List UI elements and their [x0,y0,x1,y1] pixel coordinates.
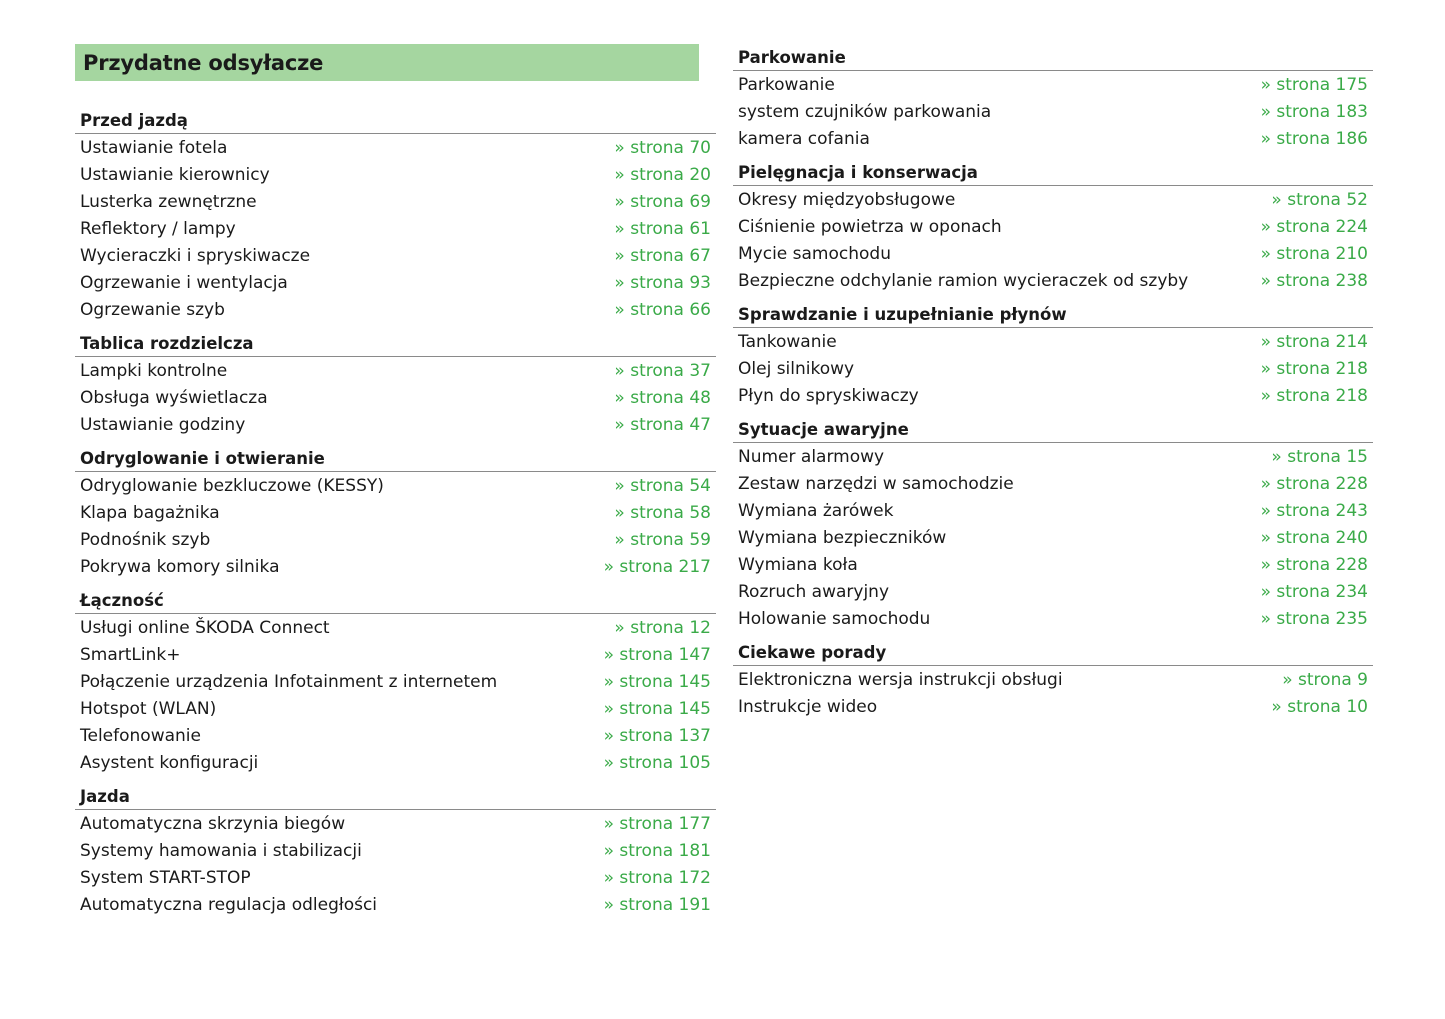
reference-row[interactable] [75,296,716,323]
reference-row[interactable] [733,186,1373,213]
page-reference-link[interactable]: » strona 217 [603,556,711,577]
reference-label: Ogrzewanie i wentylacja [80,272,288,293]
reference-label: Olej silnikowy [738,358,855,379]
page-reference-link[interactable]: » strona 228 [1260,554,1368,575]
reference-label: Wymiana bezpieczników [738,527,947,548]
page-reference-link[interactable]: » strona 172 [603,867,711,888]
section [733,418,1373,632]
page-reference-link[interactable]: » strona 66 [614,299,711,320]
section-header: Parkowanie [733,46,1373,71]
page-reference-link[interactable]: » strona 58 [614,502,711,523]
reference-label: Reflektory / lampy [80,218,236,239]
reference-label: Ustawianie kierownicy [80,164,270,185]
reference-label: Systemy hamowania i stabilizacji [80,840,362,861]
page-reference-link[interactable]: » strona 47 [614,414,711,435]
reference-row[interactable] [75,269,716,296]
section-header: Pielęgnacja i konserwacja [733,161,1373,186]
page-reference-link[interactable]: » strona 137 [603,725,711,746]
section [733,303,1373,409]
page-reference-link[interactable]: » strona 181 [603,840,711,861]
reference-row[interactable] [75,810,716,837]
reference-label: Ustawianie fotela [80,137,228,158]
reference-label: Podnośnik szyb [80,529,211,550]
section-header: Jazda [75,785,716,810]
reference-row[interactable] [733,355,1373,382]
reference-label: Ciśnienie powietrza w oponach [738,216,1002,237]
reference-label: Telefonowanie [80,725,201,746]
section-header: Tablica rozdzielcza [75,332,716,357]
page-reference-link[interactable]: » strona 59 [614,529,711,550]
reference-label: Mycie samochodu [738,243,891,264]
reference-label: Klapa bagażnika [80,502,220,523]
reference-label: Parkowanie [738,74,835,95]
reference-label: Zestaw narzędzi w samochodzie [738,473,1014,494]
reference-row[interactable] [75,215,716,242]
reference-label: Odryglowanie bezkluczowe (KESSY) [80,475,384,496]
reference-row[interactable] [75,695,716,722]
page-title: Przydatne odsyłacze [83,50,324,75]
reference-row[interactable] [733,693,1373,720]
page-reference-link[interactable]: » strona 238 [1260,270,1368,291]
reference-label: Lusterka zewnętrzne [80,191,257,212]
reference-row[interactable] [733,328,1373,355]
reference-row[interactable] [75,722,716,749]
page-reference-link[interactable]: » strona 52 [1271,189,1368,210]
page-reference-link[interactable]: » strona 61 [614,218,711,239]
reference-label: System START-STOP [80,867,251,888]
reference-row[interactable] [733,443,1373,470]
page-reference-link[interactable]: » strona 67 [614,245,711,266]
reference-row[interactable] [733,240,1373,267]
reference-label: Usługi online ŠKODA Connect [80,617,330,638]
section-header: Sprawdzanie i uzupełnianie płynów [733,303,1373,328]
page-reference-link[interactable]: » strona 243 [1260,500,1368,521]
section [75,589,716,776]
section [733,46,1373,152]
reference-row[interactable] [75,891,716,918]
reference-row[interactable] [733,524,1373,551]
reference-row[interactable] [733,98,1373,125]
page-reference-link[interactable]: » strona 54 [614,475,711,496]
page-reference-link[interactable]: » strona 224 [1260,216,1368,237]
page-reference-link[interactable]: » strona 218 [1260,358,1368,379]
reference-label: Obsługa wyświetlacza [80,387,268,408]
right-column [733,46,1373,720]
reference-label: Połączenie urządzenia Infotainment z internetem [80,671,498,692]
reference-label: Lampki kontrolne [80,360,228,381]
reference-label: Automatyczna skrzynia biegów [80,813,346,834]
section-header: Ciekawe porady [733,641,1373,666]
page-reference-link[interactable]: » strona 214 [1260,331,1368,352]
reference-label: Okresy międzyobsługowe [738,189,956,210]
section [75,785,716,918]
reference-row[interactable] [75,668,716,695]
left-column [75,109,716,918]
reference-label: Automatyczna regulacja odległości [80,894,378,915]
reference-label: Ogrzewanie szyb [80,299,225,320]
reference-label: SmartLink+ [80,644,181,665]
reference-label: Płyn do spryskiwaczy [738,385,919,406]
reference-row[interactable] [75,837,716,864]
page-reference-link[interactable]: » strona 210 [1260,243,1368,264]
reference-label: Bezpieczne odchylanie ramion wycieraczek od szyby [738,270,1189,291]
reference-label: Asystent konfiguracji [80,752,259,773]
page-reference-link[interactable]: » strona 145 [603,698,711,719]
page-reference-link[interactable]: » strona 20 [614,164,711,185]
reference-label: Tankowanie [738,331,837,352]
reference-row[interactable] [75,526,716,553]
reference-row[interactable] [75,864,716,891]
page-reference-link[interactable]: » strona 70 [614,137,711,158]
section [733,641,1373,720]
reference-label: Numer alarmowy [738,446,885,467]
reference-label: Wymiana żarówek [738,500,894,521]
reference-row[interactable] [75,188,716,215]
page-reference-link[interactable]: » strona 228 [1260,473,1368,494]
reference-row[interactable] [733,71,1373,98]
reference-label: Holowanie samochodu [738,608,931,629]
page-reference-link[interactable]: » strona 37 [614,360,711,381]
reference-label: Wymiana koła [738,554,858,575]
page-reference-link[interactable]: » strona 93 [614,272,711,293]
reference-row[interactable] [733,551,1373,578]
reference-row[interactable] [75,411,716,438]
reference-row[interactable] [733,213,1373,240]
reference-row[interactable] [75,749,716,776]
page-title-bar [75,44,699,81]
reference-row[interactable] [733,578,1373,605]
reference-row[interactable] [75,384,716,411]
page-reference-link[interactable]: » strona 175 [1260,74,1368,95]
page-reference-link[interactable]: » strona 105 [603,752,711,773]
reference-label: Instrukcje wideo [738,696,878,717]
reference-label: Wycieraczki i spryskiwacze [80,245,311,266]
section-header: Przed jazdą [75,109,716,134]
reference-row[interactable] [75,134,716,161]
reference-row[interactable] [733,605,1373,632]
page-reference-link[interactable]: » strona 186 [1260,128,1368,149]
section-header: Odryglowanie i otwieranie [75,447,716,472]
page-reference-link[interactable]: » strona 177 [603,813,711,834]
reference-label: Rozruch awaryjny [738,581,890,602]
page-reference-link[interactable]: » strona 12 [614,617,711,638]
reference-row[interactable] [75,357,716,384]
reference-row[interactable] [733,497,1373,524]
reference-row[interactable] [733,382,1373,409]
section [75,109,716,323]
reference-label: Elektroniczna wersja instrukcji obsługi [738,669,1063,690]
page-reference-link[interactable]: » strona 9 [1282,669,1368,690]
page-reference-link[interactable]: » strona 234 [1260,581,1368,602]
reference-label: Ustawianie godziny [80,414,246,435]
reference-label: Hotspot (WLAN) [80,698,217,719]
page-reference-link[interactable]: » strona 191 [603,894,711,915]
page-reference-link[interactable]: » strona 48 [614,387,711,408]
reference-row[interactable] [733,666,1373,693]
page-reference-link[interactable]: » strona 240 [1260,527,1368,548]
page-reference-link[interactable]: » strona 10 [1271,696,1368,717]
page-reference-link[interactable]: » strona 69 [614,191,711,212]
reference-label: system czujników parkowania [738,101,992,122]
reference-label: Pokrywa komory silnika [80,556,280,577]
reference-row[interactable] [733,267,1373,294]
reference-label: kamera cofania [738,128,870,149]
page-reference-link[interactable]: » strona 218 [1260,385,1368,406]
reference-row[interactable] [75,553,716,580]
section [733,161,1373,294]
section [75,447,716,580]
reference-row[interactable] [75,641,716,668]
reference-row[interactable] [75,499,716,526]
section-header: Sytuacje awaryjne [733,418,1373,443]
reference-row[interactable] [733,125,1373,152]
reference-row[interactable] [75,242,716,269]
page-reference-link[interactable]: » strona 145 [603,671,711,692]
section-header: Łączność [75,589,716,614]
reference-row[interactable] [75,472,716,499]
section [75,332,716,438]
reference-row[interactable] [75,614,716,641]
page-reference-link[interactable]: » strona 183 [1260,101,1368,122]
page-reference-link[interactable]: » strona 235 [1260,608,1368,629]
reference-row[interactable] [75,161,716,188]
page-reference-link[interactable]: » strona 15 [1271,446,1368,467]
page-reference-link[interactable]: » strona 147 [603,644,711,665]
reference-row[interactable] [733,470,1373,497]
